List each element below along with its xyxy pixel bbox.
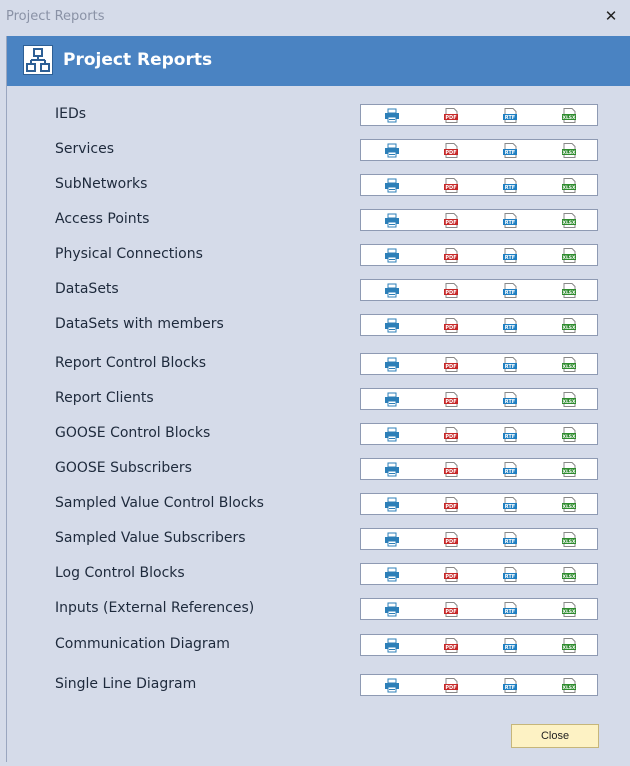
xlsx-icon[interactable] (561, 318, 577, 333)
xlsx-icon[interactable] (561, 283, 577, 298)
report-row (7, 174, 630, 198)
report-label: Access Points (55, 211, 150, 227)
export-button-group (360, 423, 598, 445)
pdf-icon[interactable] (443, 532, 459, 547)
svg-text:XLSX: XLSX (562, 505, 576, 510)
svg-text:XLSX: XLSX (562, 646, 576, 651)
svg-text:PDF: PDF (445, 399, 457, 405)
xlsx-icon[interactable] (561, 462, 577, 477)
rtf-icon[interactable] (502, 357, 518, 372)
svg-text:XLSX: XLSX (562, 610, 576, 615)
svg-text:PDF: PDF (445, 185, 457, 191)
printer-icon[interactable] (384, 108, 400, 123)
svg-text:RTF: RTF (504, 434, 516, 440)
xlsx-icon[interactable] (561, 108, 577, 123)
report-row (7, 353, 630, 377)
svg-text:PDF: PDF (445, 150, 457, 156)
report-row (7, 104, 630, 128)
svg-text:PDF: PDF (445, 469, 457, 475)
report-row (7, 458, 630, 482)
report-label: Services (55, 141, 115, 157)
export-button-group (360, 279, 598, 301)
pdf-icon[interactable] (443, 248, 459, 263)
rtf-icon[interactable] (502, 213, 518, 228)
pdf-icon[interactable] (443, 178, 459, 193)
report-label: Physical Connections (55, 246, 203, 262)
rtf-icon[interactable] (502, 602, 518, 617)
export-button-group (360, 104, 598, 126)
svg-text:XLSX: XLSX (562, 470, 576, 475)
report-label: Single Line Diagram (55, 676, 197, 692)
svg-text:RTF: RTF (504, 325, 516, 331)
export-button-group (360, 314, 598, 336)
report-label: DataSets (55, 281, 119, 297)
report-label: Sampled Value Subscribers (55, 530, 246, 546)
printer-icon[interactable] (384, 602, 400, 617)
rtf-icon[interactable] (502, 283, 518, 298)
svg-text:XLSX: XLSX (562, 116, 576, 121)
svg-text:XLSX: XLSX (562, 221, 576, 226)
pdf-icon[interactable] (443, 602, 459, 617)
svg-text:PDF: PDF (445, 539, 457, 545)
export-button-group (360, 353, 598, 375)
pdf-icon[interactable] (443, 678, 459, 693)
pdf-icon[interactable] (443, 497, 459, 512)
pdf-icon[interactable] (443, 638, 459, 653)
rtf-icon[interactable] (502, 318, 518, 333)
export-button-group (360, 139, 598, 161)
report-label: Report Clients (55, 390, 154, 406)
export-button-group (360, 598, 598, 620)
svg-text:RTF: RTF (504, 609, 516, 615)
printer-icon[interactable] (384, 248, 400, 263)
window-titlebar (0, 0, 630, 34)
report-label: SubNetworks (55, 176, 148, 192)
xlsx-icon[interactable] (561, 602, 577, 617)
svg-text:XLSX: XLSX (562, 575, 576, 580)
report-label: GOOSE Subscribers (55, 460, 192, 476)
svg-text:XLSX: XLSX (562, 326, 576, 331)
report-row (7, 139, 630, 163)
svg-text:PDF: PDF (445, 325, 457, 331)
svg-text:PDF: PDF (445, 220, 457, 226)
svg-text:XLSX: XLSX (562, 291, 576, 296)
export-button-group (360, 209, 598, 231)
report-row (7, 674, 630, 698)
xlsx-icon[interactable] (561, 497, 577, 512)
xlsx-icon[interactable] (561, 532, 577, 547)
svg-text:XLSX: XLSX (562, 435, 576, 440)
report-label: Report Control Blocks (55, 355, 207, 371)
svg-text:RTF: RTF (504, 539, 516, 545)
svg-text:PDF: PDF (445, 645, 457, 651)
printer-icon[interactable] (384, 283, 400, 298)
svg-text:PDF: PDF (445, 115, 457, 121)
pdf-icon[interactable] (443, 567, 459, 582)
report-row (7, 493, 630, 517)
report-row (7, 279, 630, 303)
report-row (7, 423, 630, 447)
report-row (7, 528, 630, 552)
report-label: Log Control Blocks (55, 565, 185, 581)
svg-text:RTF: RTF (504, 399, 516, 405)
report-label: IEDs (55, 106, 87, 122)
pdf-icon[interactable] (443, 427, 459, 442)
svg-text:RTF: RTF (504, 364, 516, 370)
printer-icon[interactable] (384, 638, 400, 653)
report-row (7, 388, 630, 412)
report-label: DataSets with members (55, 316, 224, 332)
svg-text:XLSX: XLSX (562, 151, 576, 156)
svg-text:RTF: RTF (504, 290, 516, 296)
svg-text:RTF: RTF (504, 504, 516, 510)
xlsx-icon[interactable] (561, 678, 577, 693)
window-close-icon[interactable]: ✕ (604, 7, 618, 25)
printer-icon[interactable] (384, 532, 400, 547)
rtf-icon[interactable] (502, 248, 518, 263)
printer-icon[interactable] (384, 427, 400, 442)
pdf-icon[interactable] (443, 318, 459, 333)
network-tree-icon (23, 45, 53, 75)
svg-text:XLSX: XLSX (562, 540, 576, 545)
rtf-icon[interactable] (502, 532, 518, 547)
svg-text:RTF: RTF (504, 150, 516, 156)
xlsx-icon[interactable] (561, 357, 577, 372)
export-button-group (360, 458, 598, 480)
rtf-icon[interactable] (502, 392, 518, 407)
svg-text:RTF: RTF (504, 685, 516, 691)
pdf-icon[interactable] (443, 108, 459, 123)
close-button[interactable]: Close (511, 724, 599, 748)
report-row (7, 563, 630, 587)
export-button-group (360, 528, 598, 550)
printer-icon[interactable] (384, 497, 400, 512)
xlsx-icon[interactable] (561, 427, 577, 442)
report-row (7, 314, 630, 338)
svg-text:PDF: PDF (445, 504, 457, 510)
svg-text:RTF: RTF (504, 220, 516, 226)
rtf-icon[interactable] (502, 678, 518, 693)
xlsx-icon[interactable] (561, 567, 577, 582)
header-title: Project Reports (63, 50, 213, 70)
pdf-icon[interactable] (443, 462, 459, 477)
svg-text:PDF: PDF (445, 609, 457, 615)
svg-text:PDF: PDF (445, 290, 457, 296)
header-band (7, 36, 630, 86)
rtf-icon[interactable] (502, 178, 518, 193)
pdf-icon[interactable] (443, 357, 459, 372)
rtf-icon[interactable] (502, 638, 518, 653)
printer-icon[interactable] (384, 392, 400, 407)
pdf-icon[interactable] (443, 283, 459, 298)
rtf-icon[interactable] (502, 462, 518, 477)
svg-text:RTF: RTF (504, 469, 516, 475)
xlsx-icon[interactable] (561, 213, 577, 228)
rtf-icon[interactable] (502, 567, 518, 582)
svg-text:RTF: RTF (504, 574, 516, 580)
report-label: Inputs (External References) (55, 600, 255, 616)
report-label: Communication Diagram (55, 636, 230, 652)
svg-text:RTF: RTF (504, 645, 516, 651)
report-row (7, 598, 630, 622)
svg-text:XLSX: XLSX (562, 400, 576, 405)
rtf-icon[interactable] (502, 143, 518, 158)
export-button-group (360, 634, 598, 656)
report-label: Sampled Value Control Blocks (55, 495, 264, 511)
rtf-icon[interactable] (502, 108, 518, 123)
svg-text:PDF: PDF (445, 574, 457, 580)
export-button-group (360, 493, 598, 515)
pdf-icon[interactable] (443, 143, 459, 158)
pdf-icon[interactable] (443, 213, 459, 228)
printer-icon[interactable] (384, 357, 400, 372)
printer-icon[interactable] (384, 143, 400, 158)
xlsx-icon[interactable] (561, 392, 577, 407)
xlsx-icon[interactable] (561, 143, 577, 158)
svg-text:PDF: PDF (445, 434, 457, 440)
report-row (7, 209, 630, 233)
export-button-group (360, 244, 598, 266)
rtf-icon[interactable] (502, 427, 518, 442)
xlsx-icon[interactable] (561, 178, 577, 193)
svg-text:PDF: PDF (445, 255, 457, 261)
report-row (7, 634, 630, 658)
printer-icon[interactable] (384, 318, 400, 333)
printer-icon[interactable] (384, 567, 400, 582)
pdf-icon[interactable] (443, 392, 459, 407)
xlsx-icon[interactable] (561, 248, 577, 263)
export-button-group (360, 563, 598, 585)
svg-text:XLSX: XLSX (562, 365, 576, 370)
printer-icon[interactable] (384, 178, 400, 193)
report-row (7, 244, 630, 268)
svg-text:RTF: RTF (504, 255, 516, 261)
svg-text:XLSX: XLSX (562, 256, 576, 261)
svg-text:XLSX: XLSX (562, 686, 576, 691)
rtf-icon[interactable] (502, 497, 518, 512)
report-label: GOOSE Control Blocks (55, 425, 211, 441)
printer-icon[interactable] (384, 213, 400, 228)
xlsx-icon[interactable] (561, 638, 577, 653)
svg-text:RTF: RTF (504, 185, 516, 191)
printer-icon[interactable] (384, 678, 400, 693)
svg-text:PDF: PDF (445, 364, 457, 370)
export-button-group (360, 388, 598, 410)
window-title: Project Reports (6, 9, 105, 24)
printer-icon[interactable] (384, 462, 400, 477)
reports-panel (6, 36, 630, 762)
svg-text:PDF: PDF (445, 685, 457, 691)
svg-text:RTF: RTF (504, 115, 516, 121)
export-button-group (360, 174, 598, 196)
export-button-group (360, 674, 598, 696)
svg-text:XLSX: XLSX (562, 186, 576, 191)
